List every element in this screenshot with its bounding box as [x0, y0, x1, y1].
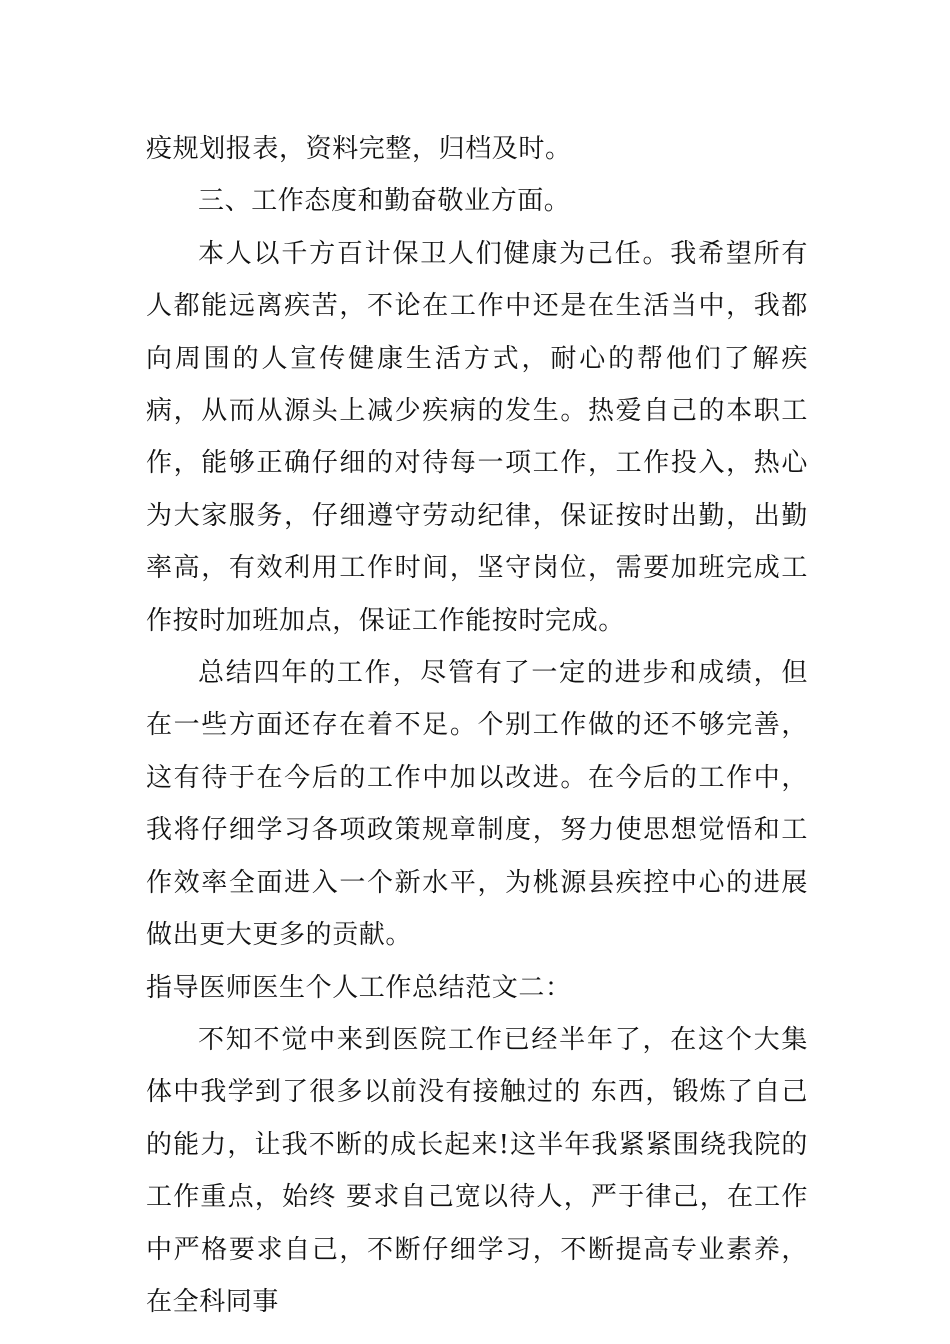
section-heading: 三、工作态度和勤奋敬业方面。: [198, 186, 571, 217]
document-body: [146, 123, 808, 1328]
article-title: 指导医师医生个人工作总结范文二：: [146, 972, 572, 1003]
paragraph-summary: 总结四年的工作，尽管有了一定的进步和成绩，但在一些方面还存在着不足。个别工作做的还不够完善，这有待于在今后的工作中加以改进。在今后的工作中，我将仔细学习各项政策规章制度，努力使思想觉悟和工作效率全面进入一个新水平，为桃源县疾控中心的进展做出更大更多的贡献。: [146, 658, 808, 951]
paragraph-work-attitude: 本人以千方百计保卫人们健康为己任。我希望所有人都能远离疾苦，不论在工作中还是在生活当中，我都向周围的人宣传健康生活方式，耐心的帮他们了解疾病，从而从源头上减少疾病的发生。热爱自己的本职工作，能够正确仔细的对待每一项工作，工作投入，热心为大家服务，仔细遵守劳动纪律，保证按时出勤，出勤率高，有效利用工作时间，坚守岗位，需要加班完成工作按时加班加点，保证工作能按时完成。: [146, 238, 808, 636]
paragraph-article-two: 不知不觉中来到医院工作已经半年了，在这个大集体中我学到了很多以前没有接触过的 东西，锻炼了自己的能力，让我不断的成长起来!这半年我紧紧围绕我院的工作重点，始终 要求自己宽以待人，严于律己，在工作中严格要求自己，不断仔细学习，不断提高专业素养，在全科同事: [146, 1024, 808, 1317]
paragraph-continuation: 疫规划报表，资料完整，归档及时。: [146, 134, 572, 164]
